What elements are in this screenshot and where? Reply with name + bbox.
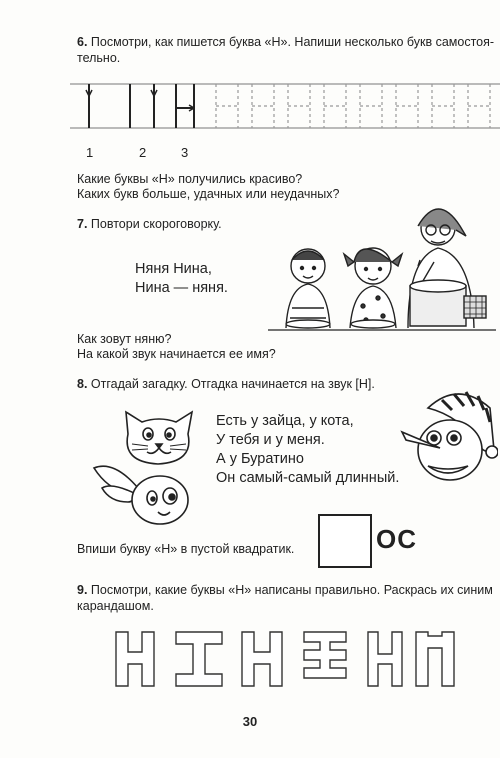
hare-face-illustration <box>92 458 192 528</box>
task6-question2: Каких букв больше, удачных или неудачных? <box>77 187 340 201</box>
outlined-letters-row <box>108 628 460 690</box>
stroke-number-1: 1 <box>86 145 94 160</box>
task7-question1: Как зовут няню? <box>77 332 172 346</box>
task6-text: Посмотри, как пишется буква «Н». Напиши несколько букв самостоя- <box>90 35 495 49</box>
task9-text: Посмотри, какие буквы «Н» написаны правильно. Раскрась их синим <box>90 583 493 597</box>
task8-text: Отгадай загадку. Отгадка начинается на звук [Н]. <box>90 377 375 391</box>
riddle-line3: А у Буратино <box>216 451 304 467</box>
task7-number: 7. <box>77 217 88 231</box>
task7-title <box>77 216 222 232</box>
task9-number: 9. <box>77 583 88 597</box>
riddle-line2: У тебя и у меня. <box>216 432 325 448</box>
tongue-twister-line2: Нина — няня. <box>135 280 228 296</box>
task8-number: 8. <box>77 377 88 391</box>
task8-fill-instruction: Впиши букву «Н» в пустой квадратик. <box>77 542 295 556</box>
tongue-twister-line1: Няня Нина, <box>135 261 212 277</box>
task6-question1: Какие буквы «Н» получились красиво? <box>77 172 303 186</box>
task7-text: Повтори скороговорку. <box>90 217 222 231</box>
task9-title-line1 <box>77 582 493 598</box>
page-number: 30 <box>242 714 258 729</box>
letter-writing-grid <box>70 74 500 154</box>
riddle-line4: Он самый-самый длинный. <box>216 470 400 486</box>
cat-face-illustration <box>118 404 200 466</box>
empty-letter-box[interactable] <box>318 514 372 568</box>
stroke-number-2: 2 <box>139 145 147 160</box>
word-ending: ОС <box>376 524 417 554</box>
task9-title-line2: карандашом. <box>77 599 154 613</box>
task6-title-line2: тельно. <box>77 51 121 65</box>
nanny-and-children-illustration <box>268 196 496 336</box>
task7-question2: На какой звук начинается ее имя? <box>77 347 276 361</box>
task6-number: 6. <box>77 35 88 49</box>
task6-title-line1 <box>77 34 494 50</box>
riddle-line1: Есть у зайца, у кота, <box>216 413 354 429</box>
task8-title <box>77 376 375 392</box>
buratino-face-illustration <box>398 386 498 490</box>
stroke-number-3: 3 <box>181 145 189 160</box>
